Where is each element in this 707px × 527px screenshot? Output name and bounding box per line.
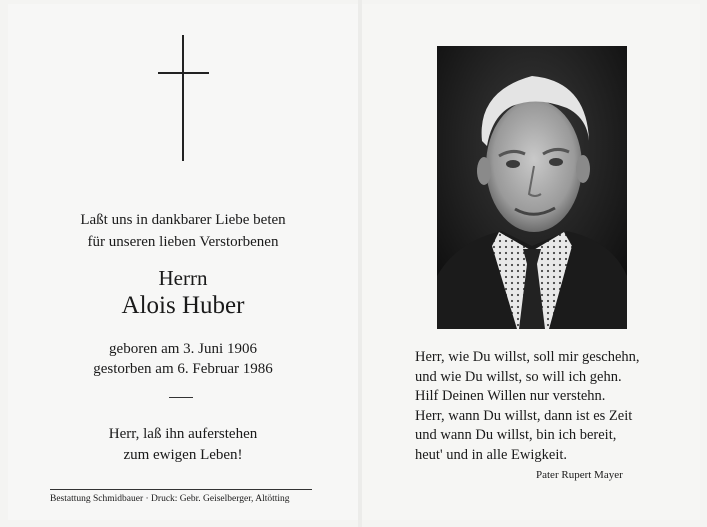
portrait-image (437, 46, 627, 329)
closing-line-1: Herr, laß ihn auferstehen (108, 426, 258, 442)
death-date: gestorben am 6. Februar 1986 (93, 361, 273, 377)
closing-line-2: zum ewigen Leben! (123, 447, 243, 463)
poem-author: Pater Rupert Mayer (536, 469, 623, 481)
footer-rule (50, 489, 312, 490)
poem-line-2: und wie Du willst, so will ich gehn. (415, 368, 622, 385)
deceased-name: Alois Huber (121, 292, 245, 319)
honorific-title: Herrn (158, 266, 208, 290)
prayer-line-1: Laßt uns in dankbarer Liebe beten (80, 212, 286, 228)
divider-dash (169, 397, 193, 398)
prayer-line-2: für unseren lieben Verstorbenen (87, 234, 279, 250)
printer-footer: Bestattung Schmidbauer · Druck: Gebr. Geiselberger, Altötting (50, 494, 290, 504)
poem-line-3: Hilf Deinen Willen nur verstehn. (415, 388, 606, 405)
poem (415, 348, 705, 466)
poem-line-6: heut' und in alle Ewigkeit. (415, 446, 568, 463)
poem-line-1: Herr, wie Du willst, soll mir geschehn, (415, 349, 640, 365)
prayer-text (8, 209, 358, 253)
life-dates (8, 339, 358, 379)
portrait-photo (437, 46, 627, 329)
poem-line-5: und wann Du willst, bin ich bereit, (415, 427, 617, 444)
birth-date: geboren am 3. Juni 1906 (109, 341, 257, 357)
closing-prayer (8, 424, 358, 466)
poem-line-4: Herr, wann Du willst, dann ist es Zeit (415, 407, 633, 424)
